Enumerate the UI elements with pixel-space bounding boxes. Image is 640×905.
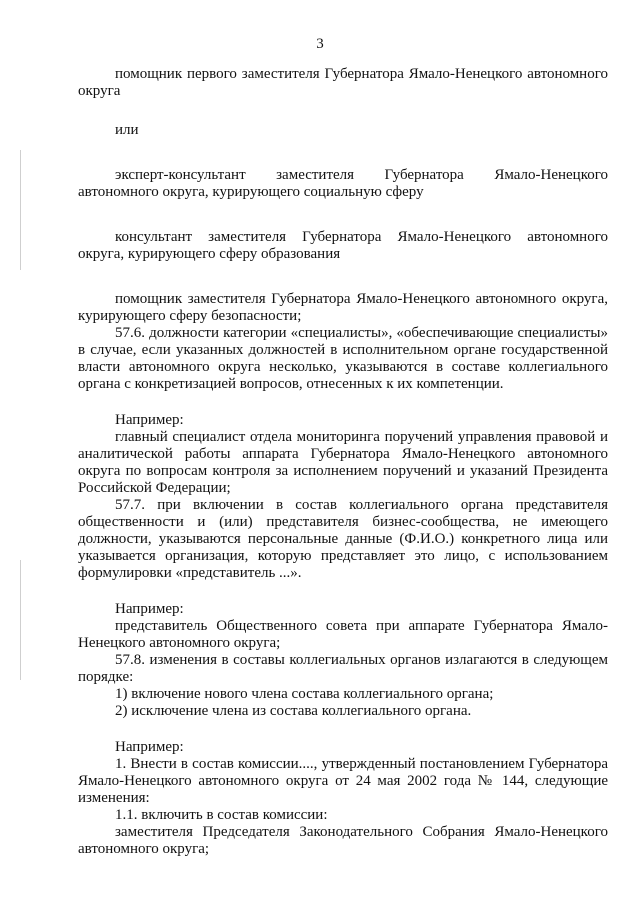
paragraph: эксперт-консультант заместителя Губернатора Ямало-Ненецкого автономного округа, курирующего социальную сферу <box>78 167 608 200</box>
paragraph: 2) исключение члена из состава коллегиального органа. <box>115 703 472 719</box>
paragraph: или <box>115 122 139 138</box>
page-number: 3 <box>316 36 324 52</box>
paragraph: 57.7. при включении в состав коллегиального органа представителя общественности и (или) представителя бизнес-сообщества, не имеющего должности, указываются персональные данные (Ф.И.О.) конкретного лица или указывается организация, которую представляет это лицо, с использованием формулировки «представитель ...». <box>78 497 608 581</box>
paragraph: главный специалист отдела мониторинга поручений управления правовой и аналитической работы аппарата Губернатора Ямало-Ненецкого автономного округа по вопросам контроля за исполнением поручений и указаний Президента Российской Федерации; <box>78 429 608 496</box>
paragraph: 1.1. включить в состав комиссии: <box>115 807 328 823</box>
paragraph: 1. Внести в состав комиссии...., утвержденный постановлением Губернатора Ямало-Ненецкого автономного округа от 24 мая 2002 года № 144, следующие изменения: <box>78 756 608 806</box>
paragraph: Например: <box>115 412 184 428</box>
paragraph: помощник первого заместителя Губернатора Ямало-Ненецкого автономного округа <box>78 66 608 99</box>
paragraph: 57.8. изменения в составы коллегиальных органов излагаются в следующем порядке: <box>78 652 608 685</box>
paragraph: 57.6. должности категории «специалисты», «обеспечивающие специалисты» в случае, если указанных должностей в исполнительном органе государственной власти автономного округа несколько, указываются в составе коллегиального органа с конкретизацией вопросов, отнесенных к их компетенции. <box>78 325 608 392</box>
paragraph: консультант заместителя Губернатора Ямало-Ненецкого автономного округа, курирующего сферу образования <box>78 229 608 262</box>
scan-margin-mark <box>20 150 21 270</box>
paragraph: помощник заместителя Губернатора Ямало-Ненецкого автономного округа, курирующего сферу безопасности; <box>78 291 608 324</box>
paragraph: Например: <box>115 739 184 755</box>
paragraph: 1) включение нового члена состава коллегиального органа; <box>115 686 494 702</box>
paragraph: заместителя Председателя Законодательного Собрания Ямало-Ненецкого автономного округа; <box>78 824 608 857</box>
scan-margin-mark <box>20 560 21 680</box>
paragraph: Например: <box>115 601 184 617</box>
paragraph: представитель Общественного совета при аппарате Губернатора Ямало-Ненецкого автономного округа; <box>78 618 608 651</box>
document-body <box>78 66 608 858</box>
